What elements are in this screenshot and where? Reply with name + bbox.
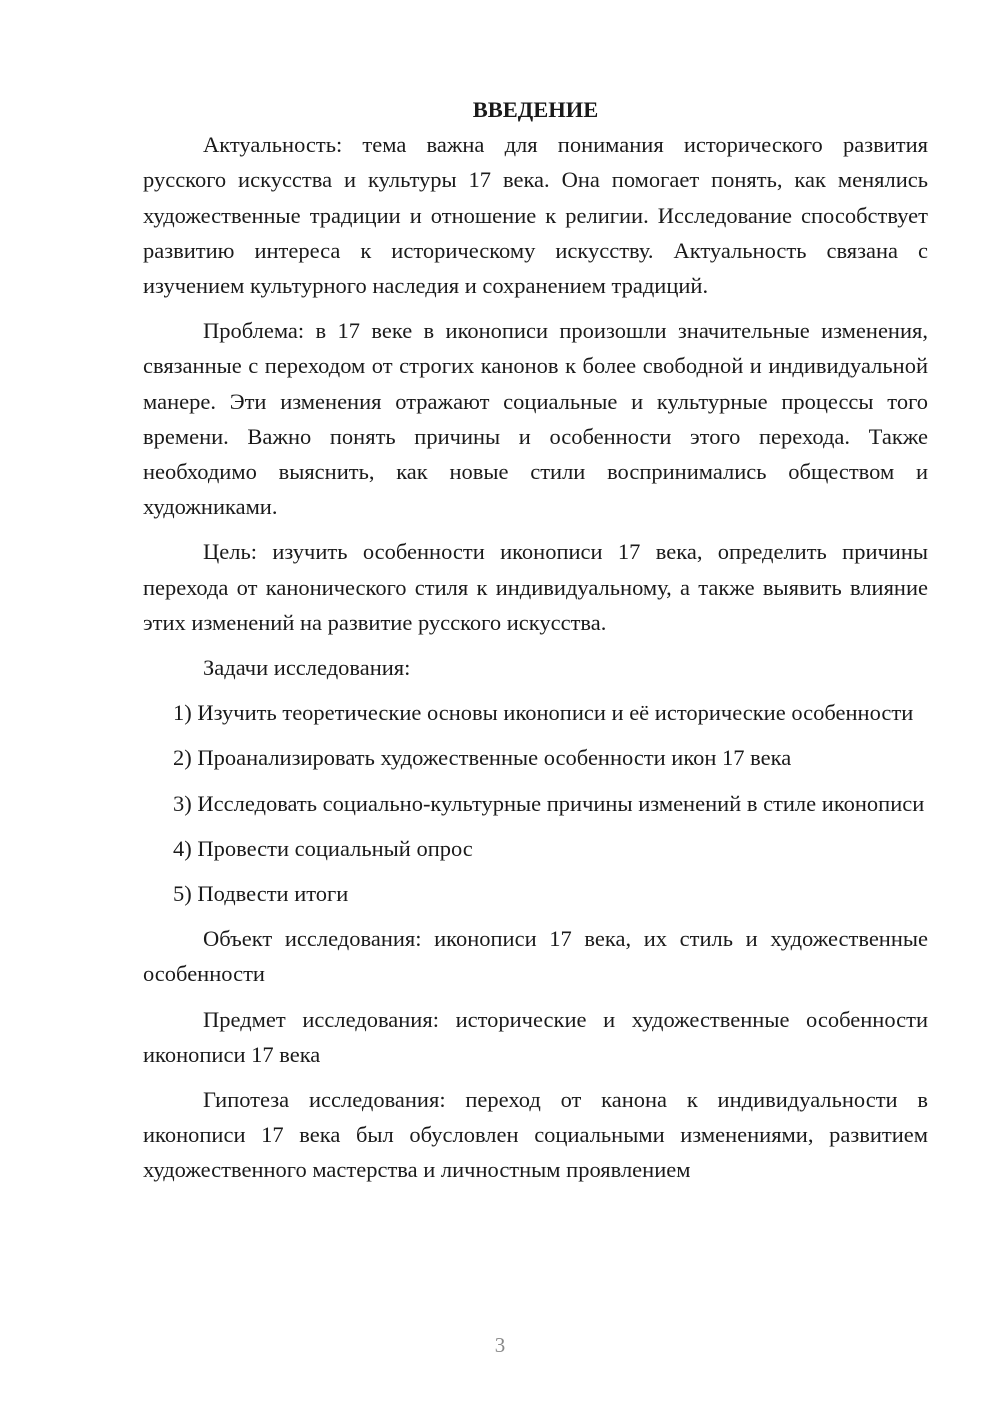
task-item-5: 5) Подвести итоги (173, 881, 349, 907)
section-title: ВВЕДЕНИЕ (472, 97, 599, 122)
document-body (143, 92, 928, 1198)
paragraph-problem: Проблема: в 17 веке в иконописи произошли значительные изменения, связанные с переходом от строгих канонов к более свободной и индивидуальной манере. Эти изменения отражают социальные и культурные процессы того времени. Важно понять причины и особенности этого перехода. Также необходимо выяснить, как новые стили воспринимались обществом и художниками. (143, 318, 928, 520)
paragraph-goal: Цель: изучить особенности иконописи 17 века, определить причины перехода от канонического стиля к индивидуальному, а также выявить влияние этих изменений на развитие русского искусства. (143, 539, 928, 635)
paragraph-subject: Предмет исследования: исторические и художественные особенности иконописи 17 века (143, 1006, 928, 1067)
paragraph-object: Объект исследования: иконописи 17 века, их стиль и художественные особенности (143, 926, 928, 987)
tasks-heading: Задачи исследования: (203, 655, 411, 681)
task-item-4: 4) Провести социальный опрос (173, 835, 473, 861)
task-item-1: 1) Изучить теоретические основы иконописи и её исторические особенности (173, 700, 914, 726)
page-number: 3 (494, 1333, 506, 1357)
task-item-3: 3) Исследовать социально-культурные причины изменений в стиле иконописи (173, 790, 925, 816)
paragraph-hypothesis: Гипотеза исследования: переход от канона к индивидуальности в иконописи 17 века был обусловлен социальными изменениями, развитием художественного мастерства и личностным проявлением (143, 1087, 928, 1183)
task-item-2: 2) Проанализировать художественные особенности икон 17 века (173, 745, 792, 771)
paragraph-relevance: Актуальность: тема важна для понимания исторического развития русского искусства и культуры 17 века. Она помогает понять, как менялись художественные традиции и отношение к религии. Исследование способствует развитию интереса к историческому искусству. Актуальность связана с изучением культурного наследия и сохранением традиций. (143, 132, 928, 299)
